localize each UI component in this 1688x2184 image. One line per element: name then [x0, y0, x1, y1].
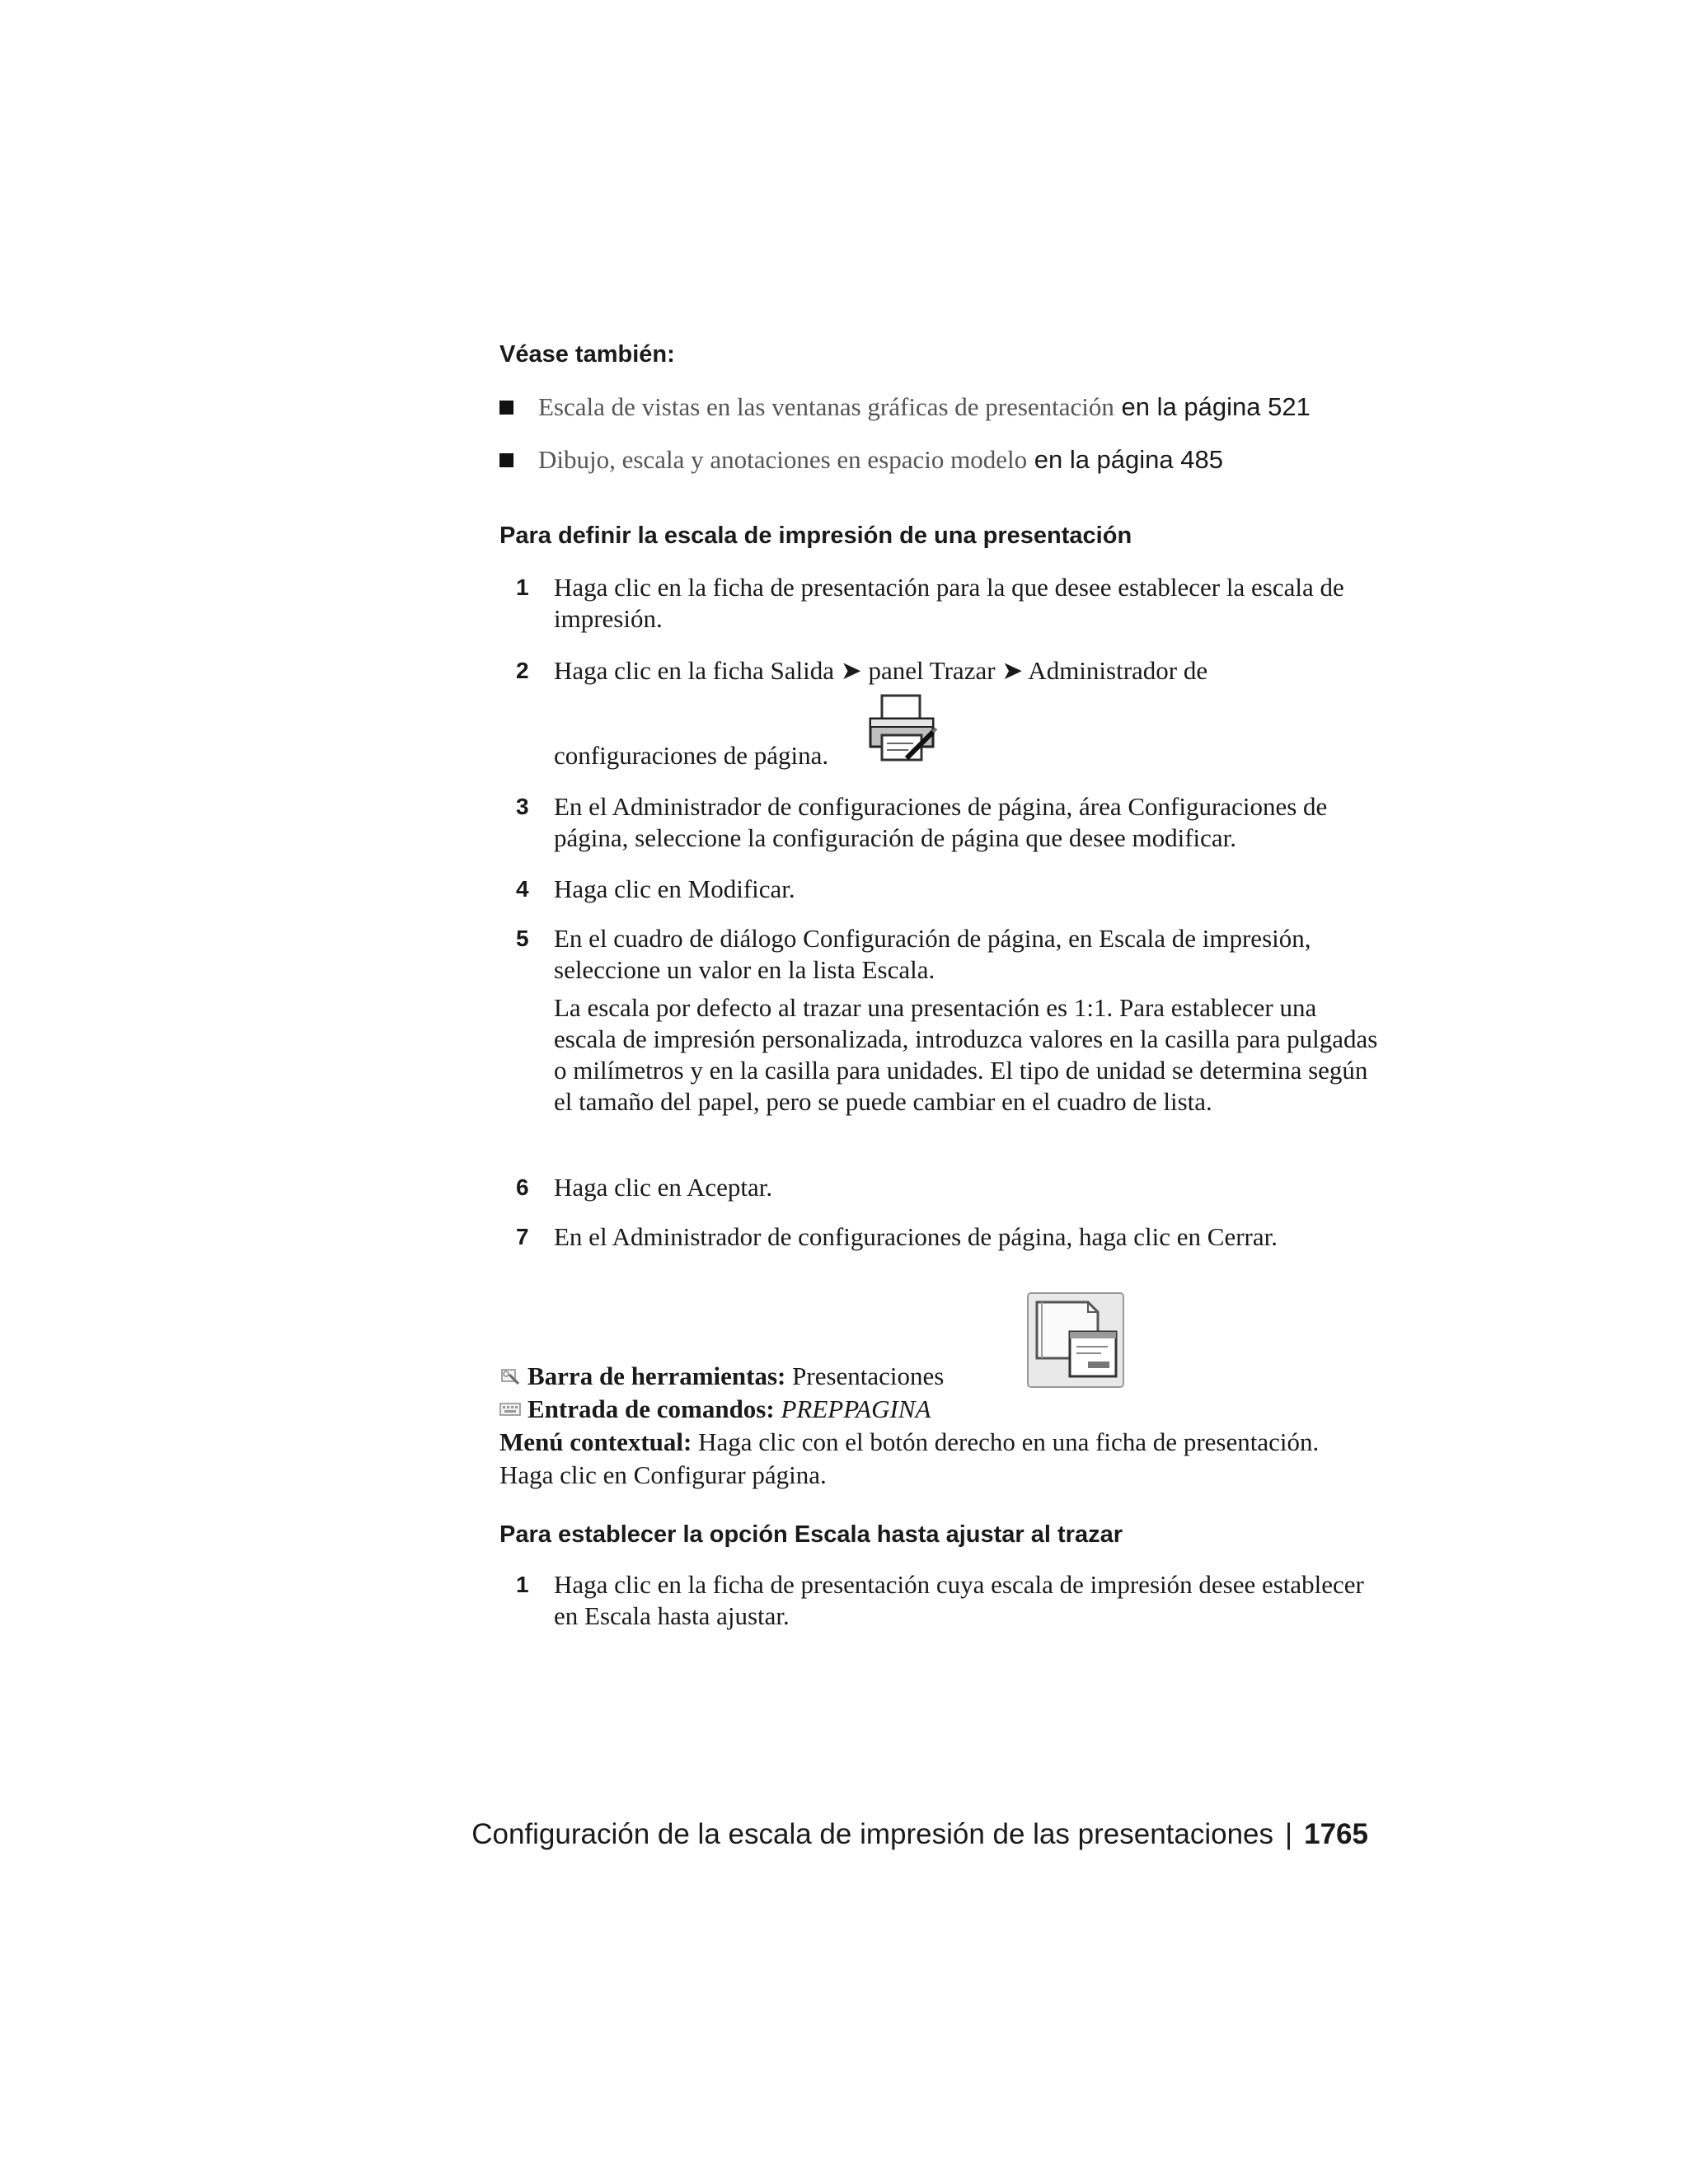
see-also-page-ref: en la página 485 — [1027, 445, 1223, 474]
page-footer — [471, 1818, 1368, 1851]
printer-page-setup-icon — [865, 694, 938, 763]
see-also-heading: Véase también: — [499, 341, 675, 368]
step-number: 4 — [516, 876, 529, 902]
see-also-item[interactable] — [499, 445, 1223, 475]
command-label: Entrada de comandos: — [528, 1394, 775, 1423]
step-text: Haga clic en la ficha de presentación para la que desee establecer la escala de impresión. — [554, 573, 1344, 633]
see-also-link[interactable]: Escala de vistas en las ventanas gráficas de presentación — [538, 392, 1114, 421]
step-number: 7 — [516, 1224, 529, 1249]
step-number: 5 — [516, 926, 529, 951]
step-text: En el Administrador de configuraciones de página, área Configuraciones de página, seleccione la configuración de página que desee modificar. — [554, 792, 1328, 852]
step-number: 2 — [516, 658, 529, 683]
page-number: 1765 — [1304, 1818, 1368, 1850]
bullet-icon — [499, 453, 513, 467]
step-text: En el Administrador de configuraciones de página, haga clic en Cerrar. — [554, 1222, 1278, 1251]
step-number: 1 — [516, 574, 529, 600]
procedure-heading: Para definir la escala de impresión de una presentación — [499, 523, 1132, 549]
step-number: 1 — [516, 1572, 529, 1597]
procedure-heading: Para establecer la opción Escala hasta ajustar al trazar — [499, 1521, 1123, 1548]
command-access-line — [499, 1394, 931, 1424]
toolbar-access-line — [499, 1361, 944, 1391]
footer-title: Configuración de la escala de impresión de las presentaciones — [471, 1818, 1274, 1850]
see-also-item[interactable] — [499, 392, 1311, 422]
context-label: Menú contextual: — [499, 1427, 692, 1456]
step-text-continued: configuraciones de página. — [554, 741, 829, 770]
step-note: La escala por defecto al trazar una presentación es 1:1. Para establecer una escala de impresión personalizada, introduzca valores en la casilla para pulgadas o milímetros y en la casilla para unidades. El tipo de unidad se determina según el tamaño del papel, pero se puede cambiar en el cuadro de lista. — [554, 993, 1378, 1116]
step-number: 3 — [516, 794, 529, 819]
step-text: Haga clic en Modificar. — [554, 874, 795, 903]
keyboard-icon — [499, 1400, 521, 1418]
see-also-page-ref: en la página 521 — [1114, 392, 1311, 421]
layouts-toolbar-icon[interactable] — [1027, 1292, 1124, 1388]
command-value: PREPPAGINA — [774, 1394, 931, 1423]
toolbar-icon — [499, 1367, 521, 1385]
toolbar-value: Presentaciones — [785, 1361, 945, 1390]
footer-separator: | — [1285, 1818, 1293, 1850]
bullet-icon — [499, 401, 513, 415]
toolbar-label: Barra de herramientas: — [528, 1361, 786, 1390]
step-text: Haga clic en Aceptar. — [554, 1173, 773, 1202]
step-number: 6 — [516, 1174, 529, 1200]
see-also-link[interactable]: Dibujo, escala y anotaciones en espacio modelo — [538, 445, 1028, 474]
step-text: Haga clic en la ficha de presentación cuya escala de impresión desee establecer en Escala hasta ajustar. — [554, 1570, 1364, 1630]
step-text: Haga clic en la ficha Salida ➤ panel Trazar ➤ Administrador de — [554, 656, 1208, 685]
context-value: Haga clic con el botón derecho en una ficha de presentación. Haga clic en Configurar página. — [499, 1427, 1320, 1489]
step-text: En el cuadro de diálogo Configuración de página, en Escala de impresión, seleccione un valor en la lista Escala. — [554, 924, 1311, 984]
contextual-menu-access — [499, 1426, 1373, 1492]
